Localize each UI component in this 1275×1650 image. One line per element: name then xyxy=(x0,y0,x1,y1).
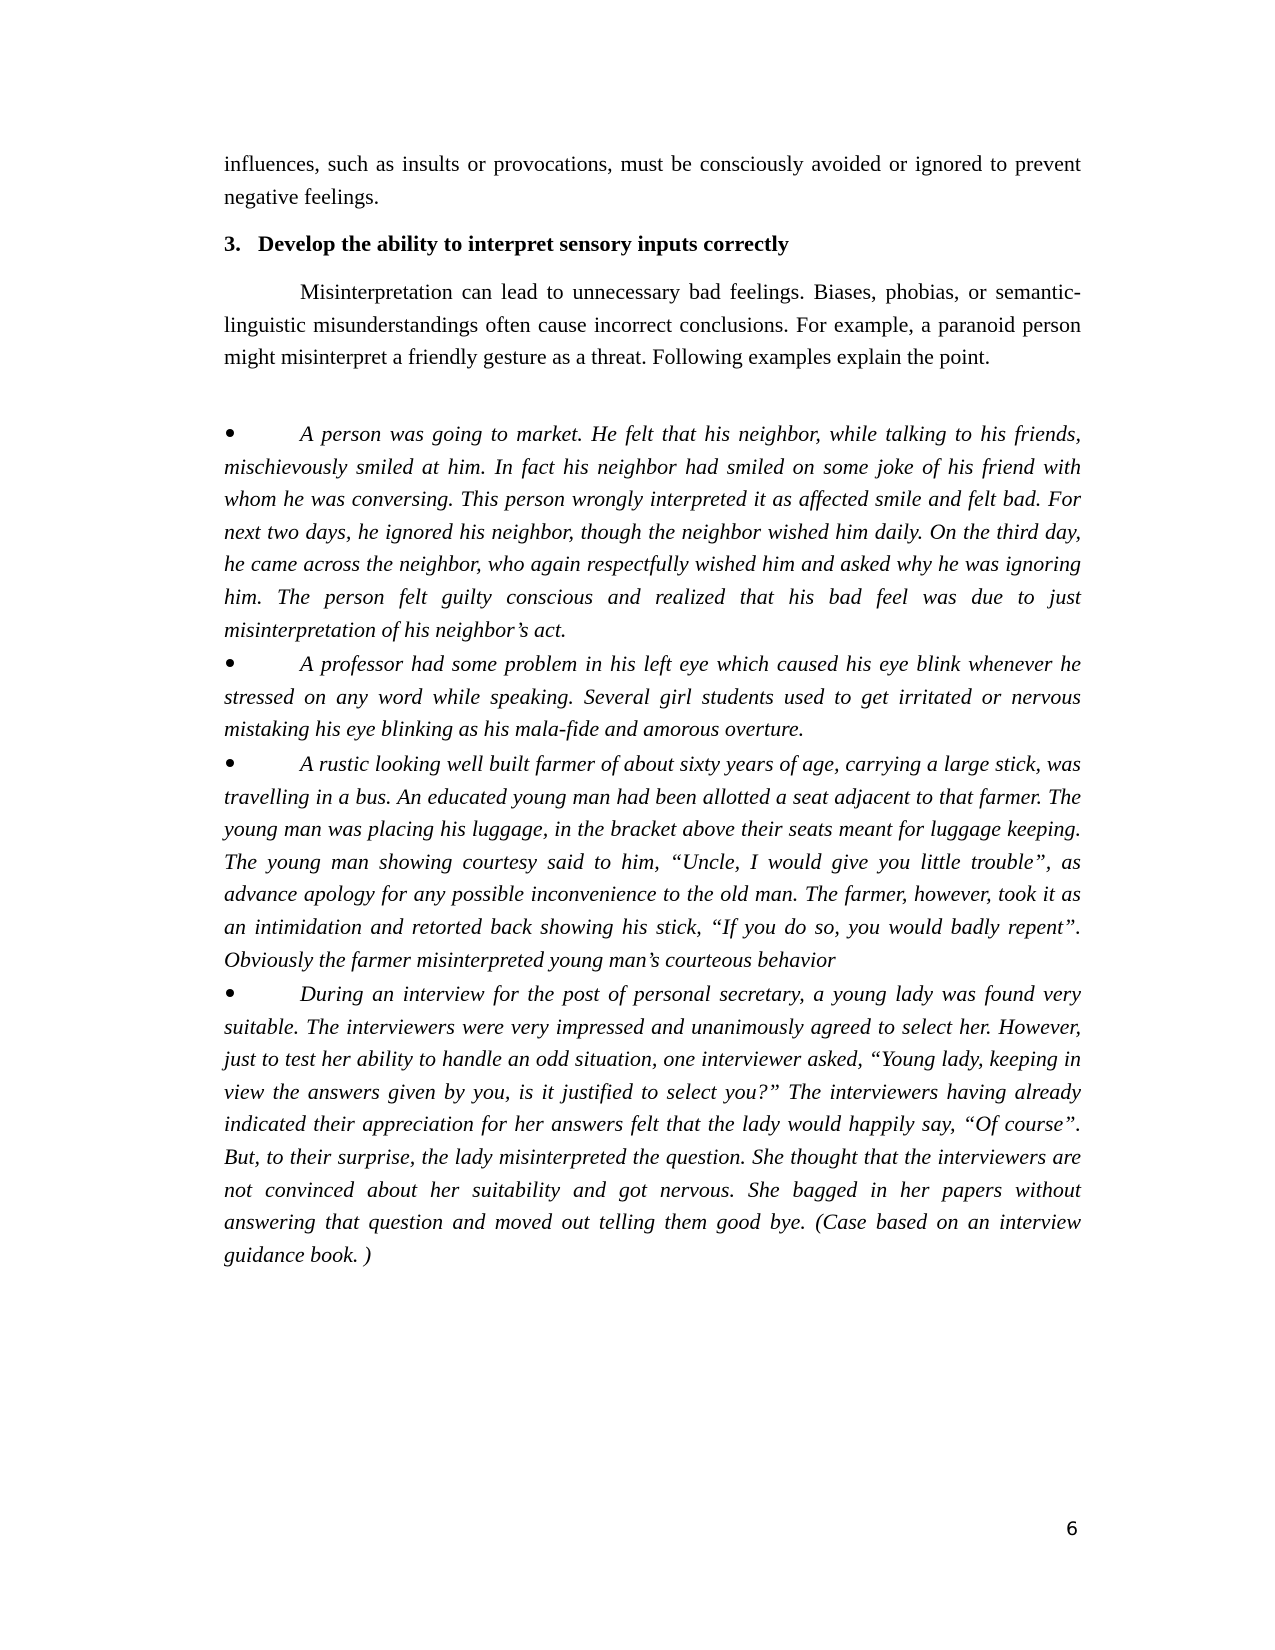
list-item-text: A rustic looking well built farmer of about sixty years of age, carrying a large stick, was travelling in a bus. An educated young man had been allotted a seat adjacent to that farmer. The young man was placing his luggage, in the bracket above their seats meant for luggage keeping. The young man showing courtesy said to him, “Uncle, I would give you little trouble”, as advance apology for any possible inconvenience to the old man. The farmer, however, took it as an intimidation and retorted back showing his stick, “If you do so, you would badly repent”. Obviously the farmer misinterpreted young man’s courteous behavior xyxy=(224,750,1081,972)
list-item-text: A professor had some problem in his left eye which caused his eye blink whenever he stressed on any word while speaking. Several girl students used to get irritated or nervous mistaking his eye blinking as his mala-fide and amorous overture. xyxy=(224,651,1081,742)
list-item xyxy=(224,418,1081,646)
examples-list xyxy=(224,418,1081,1273)
list-item xyxy=(224,748,1081,976)
section-paragraph-text: Misinterpretation can lead to unnecessary bad feelings. Biases, phobias, or semantic-linguistic misunderstandings often cause incorrect conclusions. For example, a paranoid person might misinterpret a friendly gesture as a threat. Following examples explain the point. xyxy=(224,279,1081,370)
bullet-icon xyxy=(224,748,300,781)
intro-paragraph: influences, such as insults or provocations, must be consciously avoided or ignored to prevent negative feelings. xyxy=(224,151,1081,209)
list-item xyxy=(224,978,1081,1271)
bullet-icon xyxy=(224,978,300,1011)
list-item xyxy=(224,648,1081,746)
list-item-text: During an interview for the post of personal secretary, a young lady was found very suitable. The interviewers were very impressed and unanimously agreed to select her. However, just to test her ability to handle an odd situation, one interviewer asked, “Young lady, keeping in view the answers given by you, is it justified to select you?” The interviewers having already indicated their appreciation for her answers felt that the lady would happily say, “Of course”. But, to their surprise, the lady misinterpreted the question. She thought that the interviewers are not convinced about her suitability and got nervous. She bagged in her papers without answering that question and moved out telling them good bye. (Case based on an interview guidance book. ) xyxy=(224,981,1081,1267)
list-item-text: A person was going to market. He felt that his neighbor, while talking to his friends, mischievously smiled at him. In fact his neighbor had smiled on some joke of his friend with whom he was conversing. This person wrongly interpreted it as affected smile and felt bad. For next two days, he ignored his neighbor, though the neighbor wished him daily. On the third day, he came across the neighbor, who again respectfully wished him and asked why he was ignoring him. The person felt guilty conscious and realized that his bad feel was due to just misinterpretation of his neighbor’s act. xyxy=(224,421,1081,642)
section-title: Develop the ability to interpret sensory inputs correctly xyxy=(258,231,789,256)
section-number: 3. xyxy=(224,231,241,256)
bullet-icon xyxy=(224,648,300,681)
bullet-icon xyxy=(224,418,300,451)
section-paragraph xyxy=(224,276,1081,374)
section-heading xyxy=(224,228,1081,260)
page-number: 6 xyxy=(1066,1518,1079,1540)
